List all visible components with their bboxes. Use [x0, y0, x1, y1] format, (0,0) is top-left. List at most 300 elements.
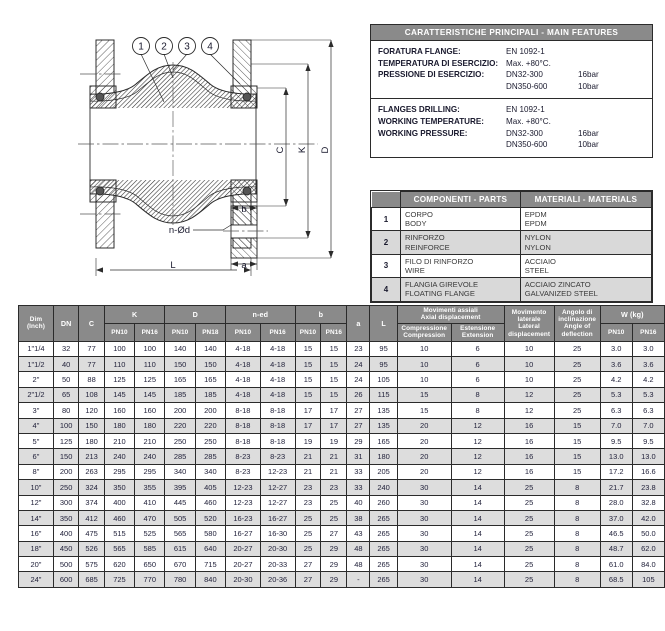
cell-b-pn10: 15: [295, 341, 321, 356]
header-lateral-displacement: [504, 306, 554, 342]
cell-angle: 8: [554, 526, 600, 541]
part-name-it: CORPO: [405, 210, 433, 219]
cell-compression: 20: [397, 433, 451, 448]
cell-w-pn10: 46.5: [600, 526, 632, 541]
subheader-b-pn10: PN10: [295, 323, 321, 341]
cell-k-pn16: 295: [135, 464, 165, 479]
cell-compression: 30: [397, 495, 451, 510]
cell-lateral: 16: [504, 418, 554, 433]
cell-b-pn16: 15: [321, 341, 347, 356]
cell-w-pn16: 13.0: [632, 449, 664, 464]
part-name-en: WIRE: [405, 266, 425, 276]
material-en: NYLON: [524, 242, 551, 252]
cell-d-pn16: 640: [195, 541, 225, 556]
cell-l: 115: [370, 387, 397, 402]
cell-extension: 8: [451, 403, 504, 418]
cell-d-pn16: 250: [195, 433, 225, 448]
cell-k-pn10: 295: [104, 464, 134, 479]
cell-d-pn10: 250: [165, 433, 195, 448]
part-material: [520, 278, 651, 301]
cell-c: 575: [79, 557, 104, 572]
callout-2: 2: [161, 41, 167, 53]
table-row: [19, 387, 665, 402]
subheader-extension: [451, 323, 504, 341]
table-row: [19, 341, 665, 356]
feature-value: EN 1092-1: [506, 105, 545, 115]
cell-extension: 12: [451, 433, 504, 448]
cell-dim: 2": [19, 372, 54, 387]
header-dn: DN: [53, 306, 78, 342]
cell-b-pn10: 25: [295, 526, 321, 541]
cell-lateral: 10: [504, 341, 554, 356]
cell-b-pn10: 23: [295, 480, 321, 495]
cell-ned-pn16: 20-36: [260, 572, 295, 587]
material-en: EPDM: [524, 219, 547, 229]
cell-w-pn16: 23.8: [632, 480, 664, 495]
cell-b-pn16: 15: [321, 372, 347, 387]
cell-k-pn16: 410: [135, 495, 165, 510]
dimension-label-holes: n-Ød: [168, 225, 190, 236]
feature-label: TEMPERATURA DI ESERCIZIO:: [378, 58, 499, 68]
cell-ned-pn10: 8-18: [226, 433, 261, 448]
callout-3: 3: [184, 41, 190, 53]
cell-extension: 14: [451, 526, 504, 541]
header-axial-it: Movimenti assiali: [423, 307, 478, 314]
cell-ned-pn10: 8-18: [226, 418, 261, 433]
dimension-label-k: K: [297, 146, 308, 154]
cell-ned-pn10: 8-23: [226, 464, 261, 479]
part-material: [520, 254, 651, 277]
table-row: [372, 254, 652, 277]
header-d: D: [165, 306, 226, 324]
cell-a: 40: [347, 495, 370, 510]
cell-c: 77: [79, 341, 104, 356]
part-name-en: BODY: [405, 219, 427, 229]
cell-lateral: 16: [504, 433, 554, 448]
cell-ned-pn10: 8-18: [226, 403, 261, 418]
cell-l: 260: [370, 495, 397, 510]
cell-ned-pn10: 20-27: [226, 557, 261, 572]
cell-d-pn10: 150: [165, 357, 195, 372]
cell-extension: 14: [451, 510, 504, 525]
cell-ned-pn16: 4-18: [260, 341, 295, 356]
cell-angle: 15: [554, 433, 600, 448]
cell-lateral: 25: [504, 526, 554, 541]
cell-ned-pn10: 20-30: [226, 572, 261, 587]
cell-extension: 12: [451, 449, 504, 464]
cell-compression: 20: [397, 418, 451, 433]
cell-ned-pn16: 12-23: [260, 464, 295, 479]
subheader-d-pn16: PN18: [195, 323, 225, 341]
subheader-w-pn10: PN10: [600, 323, 632, 341]
table-row: [19, 495, 665, 510]
cell-extension: 14: [451, 572, 504, 587]
cell-l: 205: [370, 464, 397, 479]
cell-dn: 200: [53, 464, 78, 479]
cell-ned-pn16: 20-33: [260, 557, 295, 572]
feature-value: Max. +80°C.: [506, 116, 551, 126]
cell-extension: 14: [451, 557, 504, 572]
cell-angle: 15: [554, 418, 600, 433]
cell-ned-pn10: 16-27: [226, 526, 261, 541]
cell-k-pn10: 515: [104, 526, 134, 541]
header-dim-line1: Dim: [29, 315, 43, 323]
cell-c: 412: [79, 510, 104, 525]
cell-b-pn16: 29: [321, 557, 347, 572]
cell-ned-pn10: 4-18: [226, 387, 261, 402]
table-row: [19, 541, 665, 556]
cell-k-pn16: 470: [135, 510, 165, 525]
cell-ned-pn10: 20-27: [226, 541, 261, 556]
cell-k-pn10: 100: [104, 341, 134, 356]
header-angle-deflection: [554, 306, 600, 342]
cell-d-pn16: 185: [195, 387, 225, 402]
cell-extension: 6: [451, 372, 504, 387]
cell-b-pn10: 21: [295, 449, 321, 464]
cell-k-pn16: 145: [135, 387, 165, 402]
cell-dim: 5": [19, 433, 54, 448]
cell-b-pn10: 17: [295, 418, 321, 433]
part-name: [401, 231, 521, 254]
material-it: ACCIAIO ZINCATO: [524, 280, 591, 290]
cell-k-pn16: 770: [135, 572, 165, 587]
cell-b-pn10: 15: [295, 357, 321, 372]
cell-d-pn10: 285: [165, 449, 195, 464]
cell-extension: 6: [451, 357, 504, 372]
cell-angle: 8: [554, 541, 600, 556]
cell-w-pn16: 84.0: [632, 557, 664, 572]
subheader-w-pn16: PN16: [632, 323, 664, 341]
cell-dn: 500: [53, 557, 78, 572]
cell-b-pn10: 25: [295, 510, 321, 525]
header-axial-en: Axial displacement: [420, 314, 481, 322]
cell-b-pn16: 29: [321, 541, 347, 556]
cell-k-pn16: 650: [135, 557, 165, 572]
cell-dn: 300: [53, 495, 78, 510]
feature-label: PRESSIONE DI ESERCIZIO:: [378, 70, 485, 80]
cell-d-pn10: 165: [165, 372, 195, 387]
material-en: STEEL: [524, 266, 549, 276]
cell-k-pn10: 565: [104, 541, 134, 556]
part-material: [520, 208, 651, 231]
cell-l: 105: [370, 372, 397, 387]
feature-value-secondary: 10bar: [578, 140, 599, 150]
cell-a: 24: [347, 372, 370, 387]
cell-w-pn10: 3.6: [600, 357, 632, 372]
parts-materials-panel: [370, 190, 653, 303]
cell-b-pn16: 15: [321, 387, 347, 402]
cell-b-pn10: 21: [295, 464, 321, 479]
cell-l: 95: [370, 341, 397, 356]
part-number: 4: [372, 278, 401, 301]
cell-dn: 50: [53, 372, 78, 387]
table-row: [19, 572, 665, 587]
part-number: 2: [372, 231, 401, 254]
table-row: [19, 372, 665, 387]
cell-angle: 25: [554, 341, 600, 356]
cell-l: 265: [370, 557, 397, 572]
cell-k-pn10: 400: [104, 495, 134, 510]
cell-d-pn10: 395: [165, 480, 195, 495]
cell-ned-pn16: 16-27: [260, 510, 295, 525]
cell-extension: 14: [451, 480, 504, 495]
cell-d-pn16: 340: [195, 464, 225, 479]
cell-ned-pn16: 4-18: [260, 387, 295, 402]
cell-k-pn10: 125: [104, 372, 134, 387]
cell-compression: 10: [397, 357, 451, 372]
parts-header-row: [372, 192, 652, 208]
cell-w-pn10: 6.3: [600, 403, 632, 418]
cell-c: 324: [79, 480, 104, 495]
cell-compression: 10: [397, 341, 451, 356]
header-axial-displacement: [397, 306, 504, 324]
feature-value: EN 1092-1: [506, 47, 545, 56]
cell-dim: 2"1/2: [19, 387, 54, 402]
parts-table: [371, 191, 652, 302]
cell-b-pn16: 23: [321, 480, 347, 495]
subheader-d-pn10: PN10: [165, 323, 195, 341]
cell-d-pn10: 185: [165, 387, 195, 402]
cell-w-pn16: 3.6: [632, 357, 664, 372]
cell-dn: 80: [53, 403, 78, 418]
cell-k-pn10: 210: [104, 433, 134, 448]
dimension-label-c: C: [275, 146, 286, 154]
cell-b-pn10: 23: [295, 495, 321, 510]
subheader-ned-pn16: PN16: [260, 323, 295, 341]
cell-dn: 350: [53, 510, 78, 525]
cell-k-pn10: 145: [104, 387, 134, 402]
cell-a: 27: [347, 418, 370, 433]
feature-row: [378, 116, 645, 128]
cell-w-pn10: 68.5: [600, 572, 632, 587]
cell-b-pn16: 15: [321, 357, 347, 372]
cell-ned-pn10: 4-18: [226, 341, 261, 356]
cell-ned-pn10: 8-23: [226, 449, 261, 464]
cell-compression: 30: [397, 510, 451, 525]
cell-a: 43: [347, 526, 370, 541]
table-row: [19, 403, 665, 418]
cell-a: 33: [347, 464, 370, 479]
cell-dim: 1"1/4: [19, 341, 54, 356]
cell-ned-pn16: 8-18: [260, 433, 295, 448]
cell-lateral: 16: [504, 464, 554, 479]
dimensions-table: [18, 305, 665, 588]
cell-dn: 100: [53, 418, 78, 433]
material-it: EPDM: [524, 210, 547, 219]
cell-lateral: 25: [504, 557, 554, 572]
feature-value-secondary: 16bar: [578, 128, 599, 138]
cell-c: 213: [79, 449, 104, 464]
cell-l: 165: [370, 433, 397, 448]
material-it: ACCIAIO: [524, 256, 556, 266]
cell-k-pn10: 160: [104, 403, 134, 418]
cell-w-pn10: 7.0: [600, 418, 632, 433]
cell-ned-pn16: 16-30: [260, 526, 295, 541]
cell-l: 95: [370, 357, 397, 372]
cell-dim: 12": [19, 495, 54, 510]
cell-a: 48: [347, 557, 370, 572]
cell-w-pn10: 4.2: [600, 372, 632, 387]
feature-value: Max. +80°C.: [506, 58, 551, 68]
cell-lateral: 12: [504, 387, 554, 402]
cell-angle: 15: [554, 464, 600, 479]
cell-k-pn16: 100: [135, 341, 165, 356]
cell-w-pn10: 48.7: [600, 541, 632, 556]
cell-angle: 25: [554, 387, 600, 402]
subheader-k-pn10: PN10: [104, 323, 134, 341]
dimension-label-d: D: [320, 146, 331, 154]
cell-angle: 8: [554, 495, 600, 510]
table-row: [19, 433, 665, 448]
cell-ned-pn16: 8-23: [260, 449, 295, 464]
cell-dim: 16": [19, 526, 54, 541]
cell-extension: 12: [451, 418, 504, 433]
cell-l: 135: [370, 418, 397, 433]
part-name: [401, 254, 521, 277]
cell-compression: 10: [397, 372, 451, 387]
cell-extension: 12: [451, 464, 504, 479]
cell-c: 108: [79, 387, 104, 402]
cell-w-pn16: 50.0: [632, 526, 664, 541]
cell-angle: 8: [554, 480, 600, 495]
cell-b-pn16: 17: [321, 403, 347, 418]
cell-compression: 30: [397, 541, 451, 556]
cell-c: 150: [79, 418, 104, 433]
header-angle-it: Angolo di inclinazione: [558, 308, 597, 323]
dimension-label-length: L: [170, 260, 176, 271]
cell-k-pn10: 180: [104, 418, 134, 433]
cell-dim: 18": [19, 541, 54, 556]
cell-k-pn16: 355: [135, 480, 165, 495]
cell-d-pn10: 220: [165, 418, 195, 433]
cell-a: 38: [347, 510, 370, 525]
cell-b-pn10: 25: [295, 541, 321, 556]
cell-b-pn10: 19: [295, 433, 321, 448]
cell-d-pn10: 615: [165, 541, 195, 556]
cell-k-pn10: 725: [104, 572, 134, 587]
cell-b-pn16: 17: [321, 418, 347, 433]
part-name: [401, 278, 521, 301]
cell-b-pn16: 19: [321, 433, 347, 448]
part-number: 1: [372, 208, 401, 231]
cell-d-pn10: 200: [165, 403, 195, 418]
cell-dim: 1"1/2: [19, 357, 54, 372]
part-number: 3: [372, 254, 401, 277]
cell-d-pn16: 285: [195, 449, 225, 464]
table-row: [19, 526, 665, 541]
cell-k-pn10: 110: [104, 357, 134, 372]
cell-angle: 25: [554, 403, 600, 418]
cell-k-pn16: 125: [135, 372, 165, 387]
part-name-it: RINFORZO: [405, 233, 445, 243]
parts-materials-header: MATERIALI - MATERIALS: [520, 192, 651, 208]
header-lateral-it: Movimento laterale: [511, 308, 547, 323]
part-name-en: REINFORCE: [405, 242, 450, 252]
feature-row: [378, 81, 645, 93]
cell-dim: 6": [19, 449, 54, 464]
cell-dn: 600: [53, 572, 78, 587]
cell-l: 135: [370, 403, 397, 418]
cell-l: 180: [370, 449, 397, 464]
cell-w-pn10: 17.2: [600, 464, 632, 479]
cell-angle: 8: [554, 557, 600, 572]
cell-k-pn16: 525: [135, 526, 165, 541]
cell-w-pn10: 3.0: [600, 341, 632, 356]
header-dim: [19, 306, 54, 342]
table-row: [372, 278, 652, 301]
cell-k-pn10: 620: [104, 557, 134, 572]
cell-w-pn16: 3.0: [632, 341, 664, 356]
part-material: [520, 231, 651, 254]
cell-d-pn16: 405: [195, 480, 225, 495]
header-c: C: [79, 306, 104, 342]
cell-ned-pn10: 4-18: [226, 357, 261, 372]
main-features-panel: [370, 24, 653, 158]
cell-ned-pn16: 8-18: [260, 418, 295, 433]
header-l: L: [370, 306, 397, 342]
material-it: NYLON: [524, 233, 551, 243]
cell-c: 475: [79, 526, 104, 541]
cell-dim: 8": [19, 464, 54, 479]
parts-components-header: COMPONENTI - PARTS: [401, 192, 521, 208]
cell-ned-pn10: 12-23: [226, 480, 261, 495]
part-name: [401, 208, 521, 231]
cell-lateral: 25: [504, 510, 554, 525]
cell-angle: 25: [554, 372, 600, 387]
cell-w-pn10: 28.0: [600, 495, 632, 510]
part-name-it: FILO DI RINFORZO: [405, 256, 474, 266]
cell-k-pn16: 210: [135, 433, 165, 448]
cell-d-pn10: 140: [165, 341, 195, 356]
cell-lateral: 10: [504, 372, 554, 387]
feature-row: [378, 104, 645, 116]
header-dim-line2: (Inch): [26, 323, 45, 331]
subheader-extension-en: Extension: [461, 332, 494, 340]
cell-d-pn16: 220: [195, 418, 225, 433]
cell-dn: 250: [53, 480, 78, 495]
feature-label: FORATURA FLANGE:: [378, 47, 461, 56]
dimensions-header-row-1: [19, 306, 665, 324]
dimension-label-a: a: [241, 260, 247, 271]
cell-a: 29: [347, 433, 370, 448]
cell-dn: 400: [53, 526, 78, 541]
header-weight: W (kg): [600, 306, 664, 324]
cell-extension: 14: [451, 541, 504, 556]
cell-l: 265: [370, 541, 397, 556]
cell-l: 265: [370, 572, 397, 587]
cell-a: 33: [347, 480, 370, 495]
cell-d-pn10: 565: [165, 526, 195, 541]
cell-ned-pn16: 20-30: [260, 541, 295, 556]
subheader-compression: [397, 323, 451, 341]
cell-dim: 20": [19, 557, 54, 572]
feature-value-secondary: 16bar: [578, 70, 599, 80]
cell-b-pn16: 25: [321, 510, 347, 525]
cell-k-pn16: 110: [135, 357, 165, 372]
cell-a: 31: [347, 449, 370, 464]
table-row: [19, 557, 665, 572]
cell-compression: 30: [397, 480, 451, 495]
feature-row: [378, 128, 645, 140]
header-k: K: [104, 306, 165, 324]
cell-k-pn16: 180: [135, 418, 165, 433]
cell-c: 263: [79, 464, 104, 479]
header-a: a: [347, 306, 370, 342]
cell-l: 265: [370, 526, 397, 541]
drawing-svg: [18, 18, 363, 300]
cell-ned-pn16: 4-18: [260, 357, 295, 372]
subheader-k-pn16: PN16: [135, 323, 165, 341]
